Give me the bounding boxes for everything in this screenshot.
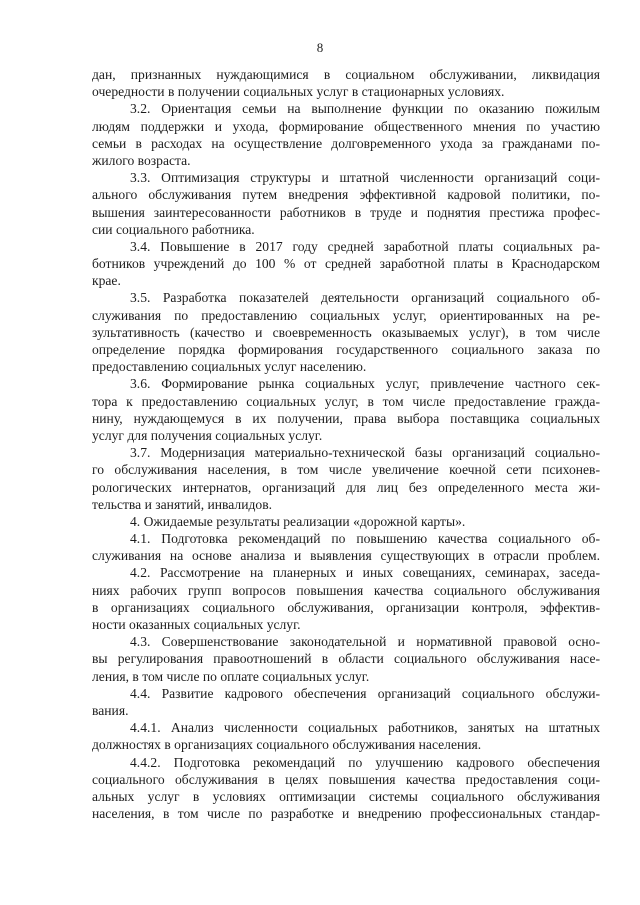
text-line: 3.5. Разработка показателей деятельности организаций социального об-: [130, 290, 600, 306]
text-line: 4.4. Развитие кадрового обеспечения организаций социального обслужи-: [130, 685, 600, 701]
text-line: 3.4. Повышение в 2017 году средней заработной платы социальных ра-: [130, 238, 600, 254]
text-line: семьи в расходах на осуществление долговременного ухода за гражданами по-: [92, 135, 600, 151]
text-line: ниях рабочих групп вопросов повышения качества социального обслуживания: [92, 582, 600, 598]
text-line: вы регулирования правоотношений в области социального обслуживания насе-: [92, 651, 600, 667]
text-line: нину, нуждающемуся в их получении, права выбора поставщика социальных: [92, 410, 600, 426]
text-line: ботников учреждений до 100 % от средней заработной платы в Краснодарском: [92, 256, 600, 272]
text-line: 4.4.2. Подготовка рекомендаций по улучшению кадрового обеспечения: [130, 754, 600, 770]
text-line: го обслуживания населения, в том числе увеличение коечной сети психонев-: [92, 462, 600, 478]
text-line: населения, в том числе по разработке и внедрению профессиональных стандар-: [92, 806, 600, 822]
text-line: определение порядка формирования государственного социального заказа по: [92, 342, 600, 357]
document-body: [92, 66, 600, 822]
text-line: крае.: [92, 273, 121, 289]
text-line: 4.2. Рассмотрение на планерных и иных совещаниях, семинарах, заседа-: [130, 565, 600, 581]
text-line: 4.3. Совершенствование законодательной и нормативной правовой осно-: [130, 634, 600, 650]
text-line: тельства и занятий, инвалидов.: [92, 496, 273, 512]
text-line: ления, в том числе по оплате социальных услуг.: [92, 668, 370, 684]
text-line: 3.2. Ориентация семьи на выполнение функции по оказанию пожилым: [130, 101, 600, 117]
text-line: ального обслуживания путем внедрения эффективной кадровой политики, по-: [92, 187, 600, 203]
text-line: 3.6. Формирование рынка социальных услуг, привлечение частного сек-: [130, 376, 600, 392]
text-line: в организациях социального обслуживания, организации контроля, эффектив-: [92, 599, 600, 615]
text-line: предоставлению социальных услуг населению.: [92, 359, 367, 375]
text-line: рологических интернатов, организаций для лиц без определенного места жи-: [92, 479, 600, 495]
text-line: вания.: [92, 702, 129, 718]
text-line: 4.1. Подготовка рекомендаций по повышению качества социального об-: [130, 531, 600, 547]
text-line: 4. Ожидаемые результаты реализации «дорожной карты».: [130, 513, 466, 529]
text-line: служивания по предоставлению социальных услуг, ориентированных на ре-: [92, 307, 600, 323]
text-line: социального обслуживания в целях повышения качества предоставления соци-: [92, 771, 600, 787]
text-line: 3.3. Оптимизация структуры и штатной численности организаций соци-: [130, 170, 600, 186]
text-line: людям поддержки и ухода, формирование общественного мнения по участию: [92, 118, 600, 134]
text-line: 3.7. Модернизация материально-технической базы организаций социально-: [130, 445, 600, 461]
text-line: сии социального работника.: [92, 221, 255, 237]
page-number: 8: [316, 40, 324, 55]
text-line: вышения заинтересованности работников в труде и поднятия престижа профес-: [92, 204, 600, 220]
text-line: очередности в получении социальных услуг в стационарных условиях.: [92, 84, 505, 100]
text-line: зультативность (качество и своевременность оказываемых услуг), в том числе: [92, 324, 600, 340]
text-line: жилого возраста.: [92, 152, 191, 168]
text-line: должностях в организациях социального обслуживания населения.: [92, 737, 482, 753]
text-line: служивания на основе анализа и выявления существующих в отрасли проблем.: [92, 548, 600, 564]
text-line: дан, признанных нуждающимися в социальном обслуживании, ликвидация: [92, 67, 600, 82]
text-line: тора к предоставлению социальных услуг, в том числе предоставление гражда-: [92, 393, 600, 409]
text-line: 4.4.1. Анализ численности социальных работников, занятых на штатных: [130, 720, 600, 736]
text-line: альных услуг в условиях оптимизации системы социального обслуживания: [92, 788, 600, 804]
text-line: ности оказанных социальных услуг.: [92, 617, 301, 632]
text-line: услуг для получения социальных услуг.: [92, 427, 323, 443]
